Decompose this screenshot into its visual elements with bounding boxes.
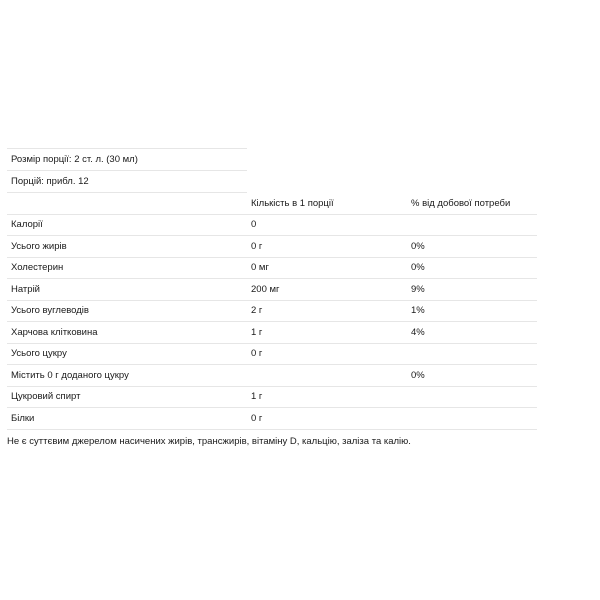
table-row bbox=[7, 322, 537, 344]
nutrient-name: Містить 0 г доданого цукру bbox=[7, 365, 247, 387]
table-row bbox=[7, 343, 537, 365]
footnote: Не є суттєвим джерелом насичених жирів, трансжирів, вітаміну D, кальцію, заліза та калію. bbox=[7, 436, 411, 447]
nutrient-amount: 200 мг bbox=[247, 279, 407, 301]
table-header-row bbox=[7, 193, 537, 214]
table-row bbox=[7, 257, 537, 279]
nutrient-daily-value: 9% bbox=[407, 279, 537, 301]
nutrient-daily-value bbox=[407, 214, 537, 236]
table-row bbox=[7, 300, 537, 322]
nutrient-name: Усього цукру bbox=[7, 343, 247, 365]
nutrient-daily-value bbox=[407, 343, 537, 365]
nutrient-name: Усього жирів bbox=[7, 236, 247, 258]
nutrient-name: Калорії bbox=[7, 214, 247, 236]
serving-size: Розмір порції: 2 ст. л. (30 мл) bbox=[7, 148, 247, 171]
nutrient-amount: 1 г bbox=[247, 386, 407, 408]
header-daily-value: % від добової потреби bbox=[407, 193, 537, 214]
nutrient-amount: 0 г bbox=[247, 343, 407, 365]
table-row bbox=[7, 279, 537, 301]
nutrient-daily-value: 1% bbox=[407, 300, 537, 322]
nutrient-name: Усього вуглеводів bbox=[7, 300, 247, 322]
nutrient-amount bbox=[247, 365, 407, 387]
nutrition-table bbox=[7, 193, 537, 430]
nutrient-daily-value: 0% bbox=[407, 236, 537, 258]
nutrient-amount: 1 г bbox=[247, 322, 407, 344]
nutrient-name: Харчова клітковина bbox=[7, 322, 247, 344]
nutrient-daily-value bbox=[407, 408, 537, 430]
nutrient-daily-value bbox=[407, 386, 537, 408]
nutrient-daily-value: 0% bbox=[407, 365, 537, 387]
nutrient-amount: 2 г bbox=[247, 300, 407, 322]
nutrient-daily-value: 0% bbox=[407, 257, 537, 279]
header-nutrient bbox=[7, 193, 247, 214]
nutrient-name: Білки bbox=[7, 408, 247, 430]
table-row bbox=[7, 214, 537, 236]
table-row bbox=[7, 386, 537, 408]
table-row bbox=[7, 236, 537, 258]
nutrition-facts-panel bbox=[7, 148, 597, 430]
nutrient-name: Цукровий спирт bbox=[7, 386, 247, 408]
nutrient-daily-value: 4% bbox=[407, 322, 537, 344]
nutrient-amount: 0 мг bbox=[247, 257, 407, 279]
table-row bbox=[7, 408, 537, 430]
nutrient-amount: 0 bbox=[247, 214, 407, 236]
nutrient-amount: 0 г bbox=[247, 408, 407, 430]
table-row bbox=[7, 365, 537, 387]
header-amount: Кількість в 1 порції bbox=[247, 193, 407, 214]
nutrient-name: Холестерин bbox=[7, 257, 247, 279]
nutrient-amount: 0 г bbox=[247, 236, 407, 258]
nutrient-name: Натрій bbox=[7, 279, 247, 301]
servings-per-container: Порцій: прибл. 12 bbox=[7, 171, 247, 193]
